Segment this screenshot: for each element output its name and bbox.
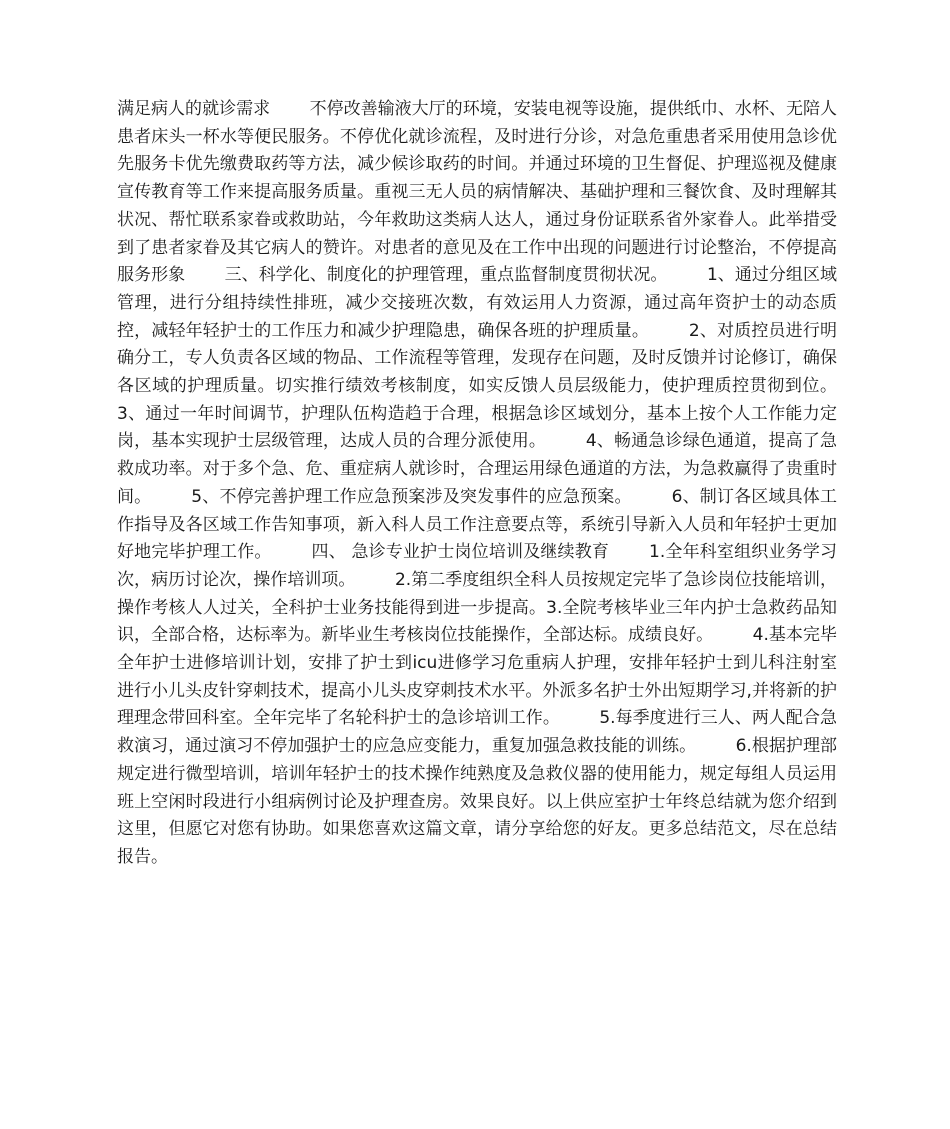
body-paragraph: 满足病人的就诊需求 不停改善输液大厅的环境，安装电视等设施，提供纸巾、水杯、无陪人患者床头一杯水等便民服务。不停优化就诊流程，及时进行分诊，对急危重患者采用使用急诊优先服务卡优先缴费取药等方法，减少候诊取药的时间。并通过环境的卫生督促、护理巡视及健康宣传教育等工作来提高服务质量。重视三无人员的病情解决、基础护理和三餐饮食、及时理解其状况、帮忙联系家眷或救助站，今年救助这类病人达人，通过身份证联系省外家眷人。此举措受到了患者家眷及其它病人的赞许。对患者的意见及在工作中出现的问题进行讨论整治，不停提高服务形象 三、科学化、制度化的护理管理，重点监督制度贯彻状况。 1、通过分组区域管理，进行分组持续性排班，减少交接班次数，有效运用人力资源，通过高年资护士的动态质控，减轻年轻护士的工作压力和减少护理隐患，确保各班的护理质量。 2、对质控员进行明确分工，专人负责各区域的物品、工作流程等管理，发现存在问题，及时反馈并讨论修订，确保各区域的护理质量。切实推行绩效考核制度，如实反馈人员层级能力，使护理质控贯彻到位。 3、通过一年时间调节，护理队伍构造趋于合理，根据急诊区域划分，基本上按个人工作能力定岗，基本实现护士层级管理，达成人员的合理分派使用。 4、畅通急诊绿色通道，提高了急救成功率。对于多个急、危、重症病人就诊时，合理运用绿色通道的方法，为急救赢得了贵重时间。 5、不停完善护理工作应急预案涉及突发事件的应急预案。 6、制订各区域具体工作指导及各区域工作告知事项，新入科人员工作注意要点等，系统引导新入人员和年轻护士更加好地完毕护理工作。 四、 急诊专业护士岗位培训及继续教育 1.全年科室组织业务学习次，病历讨论次，操作培训项。 2.第二季度组织全科人员按规定完毕了急诊岗位技能培训，操作考核人人过关，全科护士业务技能得到进一步提高。3.全院考核毕业三年内护士急救药品知识，全部合格，达标率为。新毕业生考核岗位技能操作，全部达标。成绩良好。 4.基本完毕全年护士进修培训计划，安排了护士到icu进修学习危重病人护理，安排年轻护士到儿科注射室进行小儿头皮针穿刺技术，提高小儿头皮穿刺技术水平。外派多名护士外出短期学习,并将新的护理理念带回科室。全年完毕了名轮科护士的急诊培训工作。 5.每季度进行三人、两人配合急救演习，通过演习不停加强护士的应急应变能力，重复加强急救技能的训练。 6.根据护理部规定进行微型培训，培训年轻护士的技术操作纯熟度及急救仪器的使用能力，规定每组人员运用班上空闲时段进行小组病例讨论及护理查房。效果良好。以上供应室护士年终总结就为您介绍到这里，但愿它对您有协助。如果您喜欢这篇文章，请分享给您的好友。更多总结范文，尽在总结报告。	[117, 99, 877, 867]
